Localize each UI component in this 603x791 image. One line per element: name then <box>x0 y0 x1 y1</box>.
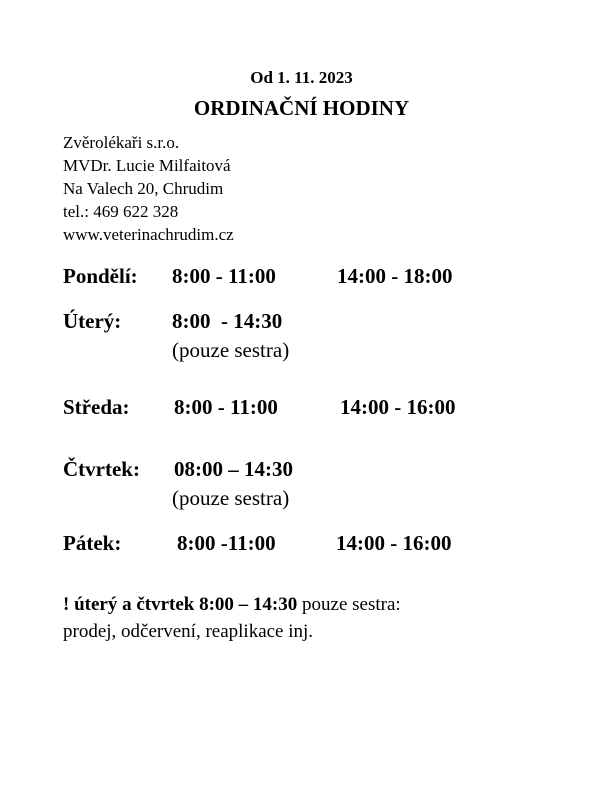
day-label-friday: Pátek: <box>63 531 122 555</box>
contact-phone: tel.: 469 622 328 <box>63 202 179 221</box>
note-thursday: (pouze sestra) <box>172 486 290 510</box>
note-tuesday: (pouze sestra) <box>172 338 290 362</box>
hours-afternoon-wednesday: 14:00 - 16:00 <box>340 395 456 419</box>
day-label-tuesday: Úterý: <box>63 309 122 333</box>
hours-morning-friday: 8:00 -11:00 <box>177 531 276 555</box>
contact-doctor: MVDr. Lucie Milfaitová <box>63 156 231 175</box>
contact-web: www.veterinachrudim.cz <box>63 225 234 244</box>
hours-morning-wednesday: 8:00 - 11:00 <box>174 395 278 419</box>
contact-company: Zvěrolékaři s.r.o. <box>63 133 180 152</box>
contact-address: Na Valech 20, Chrudim <box>63 179 224 198</box>
footer-note-line1 <box>63 592 401 618</box>
day-label-thursday: Čtvrtek: <box>63 457 140 481</box>
footer-note-bold: ! úterý a čtvrtek 8:00 – 14:30 <box>63 594 298 615</box>
footer-note-normal: pouze sestra: <box>297 594 401 615</box>
date-line: Od 1. 11. 2023 <box>250 68 353 87</box>
hours-morning-thursday: 08:00 – 14:30 <box>174 457 293 481</box>
page-title: ORDINAČNÍ HODINY <box>193 96 410 120</box>
day-label-monday: Pondělí: <box>63 264 138 288</box>
hours-afternoon-monday: 14:00 - 18:00 <box>337 264 453 288</box>
hours-morning-monday: 8:00 - 11:00 <box>172 264 276 288</box>
day-label-wednesday: Středa: <box>63 395 130 419</box>
hours-morning-tuesday: 8:00 - 14:30 <box>172 309 283 333</box>
footer-note-line2: prodej, odčervení, reaplikace inj. <box>63 621 314 642</box>
hours-afternoon-friday: 14:00 - 16:00 <box>336 531 452 555</box>
